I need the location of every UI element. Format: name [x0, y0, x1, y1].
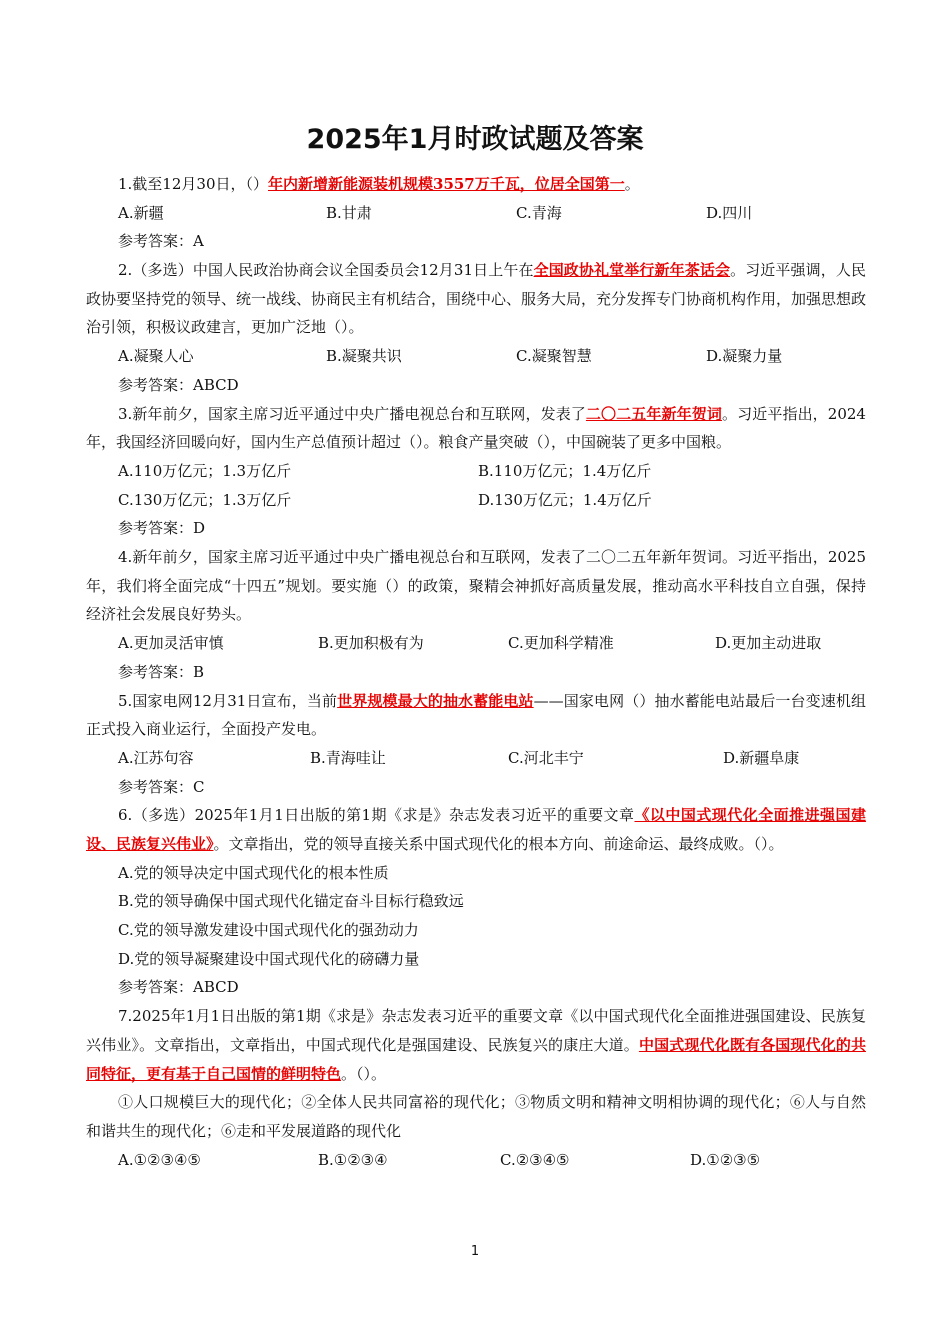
option-a: A.新疆 [118, 203, 164, 222]
question-3-options-row-1 [86, 457, 866, 486]
question-3-text: 3.新年前夕，国家主席习近平通过中央广播电视总台和互联网，发表了 [118, 404, 586, 423]
question-6-highlight: 《以中国式现代化全面推进强国建设、民族复兴伟业》 [86, 806, 866, 853]
option-d: D.新疆阜康 [723, 748, 800, 767]
question-4: 4.新年前夕，国家主席习近平通过中央广播电视总台和互联网，发表了二〇二五年新年贺词。习近平指出，2025年，我们将全面完成“十四五”规划。要实施（）的政策，聚精会神抓好高质量发展，推动高水平科技自立自强，保持经济社会发展良好势头。 [86, 548, 866, 624]
option-b: B.甘肃 [326, 203, 372, 222]
option-d: D.130万亿元；1.4万亿斤 [478, 490, 652, 509]
question-list [86, 170, 866, 1174]
option-b: B.凝聚共识 [326, 347, 402, 366]
question-4-options [86, 629, 866, 658]
question-3-options-row-2 [86, 486, 866, 515]
question-2-text-end: 。习近平强调，人民政协要坚持党的领导、统一战线、协商民主有机结合，围绕中心、服务大局，充分发挥专门协商机构作用，加强思想政治引领，积极议政建言，更加广泛地（）。 [86, 261, 867, 337]
option-c: C.更加科学精准 [508, 634, 614, 653]
question-7-options [86, 1146, 866, 1175]
option-b: B.110万亿元；1.4万亿斤 [478, 461, 652, 480]
option-a: A.江苏句容 [118, 748, 194, 767]
option-c: C.130万亿元；1.3万亿斤 [118, 490, 292, 509]
option-a: A.①②③④⑤ [118, 1150, 201, 1169]
question-1 [86, 170, 866, 199]
question-7-highlight: 中国式现代化既有各国现代化的共同特征，更有基于自己国情的鲜明特色 [86, 1035, 866, 1083]
question-7-text-end: 。（）。 [341, 1064, 387, 1083]
question-5-text: 5.国家电网12月31日宣布，当前 [118, 691, 338, 710]
question-6-answer: 参考答案：ABCD [118, 978, 239, 997]
document-title: 2025年1月时政试题及答案 [306, 124, 644, 155]
question-6-text-end: 。文章指出，党的领导直接关系中国式现代化的根本方向、前途命运、最终成败。（）。 [213, 835, 784, 853]
question-5-options [86, 744, 866, 773]
question-1-answer: 参考答案：A [118, 232, 204, 251]
option-c: C.②③④⑤ [500, 1150, 570, 1169]
question-3-answer: 参考答案：D [118, 519, 206, 538]
option-b: B.党的领导确保中国式现代化锚定奋斗目标行稳致远 [118, 892, 464, 911]
question-2-options [86, 342, 866, 371]
option-b: B.更加积极有为 [318, 634, 424, 653]
option-a: A.110万亿元；1.3万亿斤 [118, 461, 292, 480]
page-number: 1 [470, 1244, 480, 1259]
question-7-statements: ①人口规模巨大的现代化；②全体人民共同富裕的现代化；③物质文明和精神文明相协调的现代化；⑥人与自然和谐共生的现代化；⑥走和平发展道路的现代化 [86, 1093, 866, 1140]
question-5-answer: 参考答案：C [118, 777, 205, 796]
option-d: D.党的领导凝聚建设中国式现代化的磅礴力量 [118, 949, 420, 968]
question-1-text: 1.截至12月30日，（） [118, 175, 268, 193]
question-1-options [86, 199, 866, 228]
question-7-text: 7.2025年1月1日出版的第1期《求是》杂志发表习近平的重要文章《以中国式现代化全面推进强国建设、民族复兴伟业》。文章指出，文章指出，中国式现代化是强国建设、民族复兴的康庄大道。 [86, 1007, 866, 1054]
question-7 [86, 1002, 866, 1088]
option-c: C.河北丰宁 [508, 748, 584, 767]
question-2-answer: 参考答案：ABCD [118, 375, 239, 394]
question-3 [86, 400, 866, 457]
option-d: D.更加主动进取 [715, 634, 822, 653]
question-2 [86, 256, 866, 342]
question-5 [86, 687, 866, 744]
option-d: D.凝聚力量 [706, 347, 783, 366]
question-2-highlight: 全国政协礼堂举行新年茶话会 [533, 261, 731, 280]
option-c: C.党的领导激发建设中国式现代化的强劲动力 [118, 921, 419, 940]
option-c: C.凝聚智慧 [516, 347, 592, 366]
question-3-text-end: 。习近平指出，2024年，我国经济回暖向好，国内生产总值预计超过（）。粮食产量突破（），中国碗装了更多中国粮。 [86, 404, 866, 452]
question-6 [86, 801, 866, 858]
question-4-answer: 参考答案：B [118, 662, 205, 681]
question-1-highlight: 年内新增新能源装机规模3557万千瓦，位居全国第一 [268, 175, 625, 193]
question-1-text-end: 。 [624, 175, 640, 193]
option-a: A.更加灵活审慎 [118, 634, 224, 653]
option-d: D.①②③⑤ [690, 1150, 761, 1169]
option-a: A.凝聚人心 [118, 347, 194, 366]
question-3-highlight: 二〇二五年新年贺词 [585, 404, 722, 423]
question-2-text: 2.（多选）中国人民政治协商会议全国委员会12月31日上午在 [118, 261, 534, 280]
question-6-text: 6.（多选）2025年1月1日出版的第1期《求是》杂志发表习近平的重要文章 [118, 806, 635, 825]
option-b: B.①②③④ [318, 1150, 388, 1169]
question-5-highlight: 世界规模最大的抽水蓄能电站 [337, 691, 534, 710]
option-c: C.青海 [516, 203, 562, 222]
option-b: B.青海哇让 [310, 748, 386, 767]
question-5-text-end: ——国家电网（）抽水蓄能电站最后一台变速机组正式投入商业运行，全面投产发电。 [86, 691, 866, 739]
option-a: A.党的领导决定中国式现代化的根本性质 [118, 863, 389, 882]
option-d: D.四川 [706, 203, 753, 222]
